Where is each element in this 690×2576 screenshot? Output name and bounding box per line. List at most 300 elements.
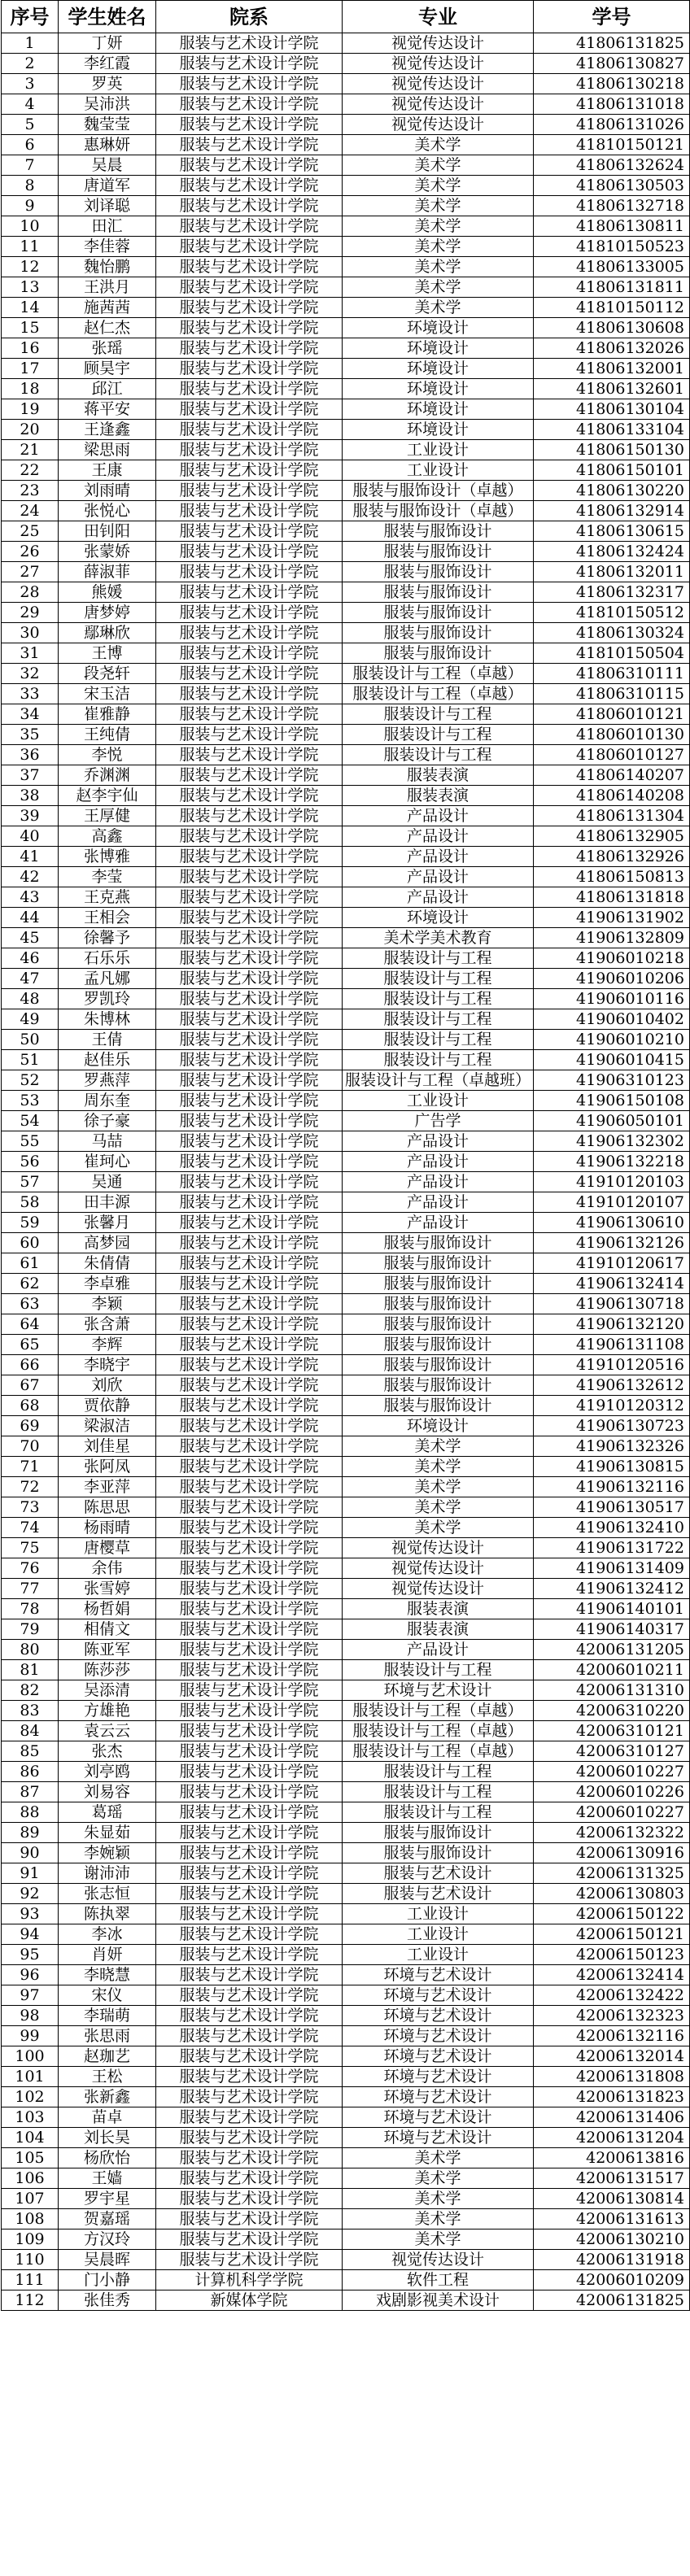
table-row	[2, 2270, 690, 2291]
cell-student-name: 宋玉洁	[59, 684, 156, 704]
cell-student-name: 苗卓	[59, 2107, 156, 2128]
cell-major: 服装与服饰设计	[343, 1375, 534, 1396]
cell-department: 服装与艺术设计学院	[156, 603, 343, 623]
cell-department: 服装与艺术设计学院	[156, 847, 343, 867]
table-row	[2, 1823, 690, 1843]
cell-student-id: 41806150813	[534, 867, 690, 887]
cell-student-id: 42006131918	[534, 2250, 690, 2270]
cell-index: 8	[2, 176, 59, 196]
cell-major: 环境与艺术设计	[343, 2067, 534, 2087]
cell-index: 100	[2, 2046, 59, 2067]
table-row	[2, 2148, 690, 2168]
cell-major: 美术学	[343, 216, 534, 237]
cell-student-id: 41810150504	[534, 643, 690, 664]
cell-student-id: 41906132410	[534, 1518, 690, 1538]
cell-student-name: 吴晨	[59, 155, 156, 176]
cell-student-name: 张含萧	[59, 1314, 156, 1335]
cell-department: 服装与艺术设计学院	[156, 399, 343, 420]
cell-student-name: 谢沛沛	[59, 1863, 156, 1884]
cell-major: 环境设计	[343, 908, 534, 928]
cell-index: 65	[2, 1335, 59, 1355]
cell-student-name: 吴晨晖	[59, 2250, 156, 2270]
cell-student-name: 马喆	[59, 1131, 156, 1152]
cell-major: 服装与服饰设计	[343, 623, 534, 643]
cell-student-id: 41806132624	[534, 155, 690, 176]
cell-student-id: 41806010121	[534, 704, 690, 725]
table-row	[2, 2229, 690, 2250]
cell-student-name: 陈思思	[59, 1497, 156, 1518]
cell-department: 服装与艺术设计学院	[156, 1253, 343, 1274]
cell-department: 服装与艺术设计学院	[156, 1436, 343, 1457]
cell-student-id: 42006130814	[534, 2189, 690, 2209]
cell-student-name: 赵佳乐	[59, 1050, 156, 1070]
cell-major: 服装与服饰设计	[343, 643, 534, 664]
cell-major: 软件工程	[343, 2270, 534, 2291]
cell-department: 服装与艺术设计学院	[156, 1396, 343, 1416]
table-row	[2, 2128, 690, 2148]
cell-index: 89	[2, 1823, 59, 1843]
table-row	[2, 1863, 690, 1884]
cell-index: 95	[2, 1945, 59, 1965]
cell-department: 服装与艺术设计学院	[156, 1721, 343, 1741]
cell-index: 64	[2, 1314, 59, 1335]
cell-student-name: 李佳蓉	[59, 237, 156, 257]
cell-index: 55	[2, 1131, 59, 1152]
cell-major: 环境设计	[343, 420, 534, 440]
table-row	[2, 74, 690, 94]
cell-student-id: 41806133005	[534, 257, 690, 277]
header-student-name: 学生姓名	[59, 1, 156, 33]
cell-student-id: 42006130916	[534, 1843, 690, 1863]
cell-major: 产品设计	[343, 1131, 534, 1152]
cell-department: 服装与艺术设计学院	[156, 1579, 343, 1599]
cell-student-name: 王康	[59, 460, 156, 481]
cell-department: 新媒体学院	[156, 2291, 343, 2311]
cell-student-id: 41806010127	[534, 745, 690, 765]
table-row	[2, 2067, 690, 2087]
cell-department: 服装与艺术设计学院	[156, 196, 343, 216]
cell-student-id: 42006132116	[534, 2026, 690, 2046]
cell-student-id: 41810150121	[534, 135, 690, 155]
table-row	[2, 562, 690, 582]
cell-major: 服装设计与工程	[343, 1762, 534, 1782]
cell-department: 服装与艺术设计学院	[156, 216, 343, 237]
cell-student-name: 薛淑菲	[59, 562, 156, 582]
cell-student-name: 王嫱	[59, 2168, 156, 2189]
cell-index: 111	[2, 2270, 59, 2291]
cell-department: 服装与艺术设计学院	[156, 440, 343, 460]
cell-major: 服装设计与工程	[343, 1802, 534, 1823]
cell-department: 服装与艺术设计学院	[156, 1131, 343, 1152]
cell-major: 工业设计	[343, 440, 534, 460]
table-row	[2, 1294, 690, 1314]
cell-student-id: 41806310111	[534, 664, 690, 684]
table-row	[2, 1436, 690, 1457]
cell-department: 服装与艺术设计学院	[156, 806, 343, 826]
cell-index: 66	[2, 1355, 59, 1375]
cell-student-name: 李晓慧	[59, 1965, 156, 1985]
cell-student-id: 41906010206	[534, 969, 690, 989]
table-row	[2, 1741, 690, 1762]
cell-index: 10	[2, 216, 59, 237]
cell-student-name: 刘欣	[59, 1375, 156, 1396]
cell-student-id: 42006131517	[534, 2168, 690, 2189]
cell-major: 服装设计与工程	[343, 989, 534, 1009]
cell-major: 美术学	[343, 1518, 534, 1538]
cell-index: 103	[2, 2107, 59, 2128]
cell-student-id: 41906130723	[534, 1416, 690, 1436]
cell-index: 40	[2, 826, 59, 847]
cell-student-name: 刘译聪	[59, 196, 156, 216]
cell-department: 服装与艺术设计学院	[156, 582, 343, 603]
table-row	[2, 623, 690, 643]
cell-student-name: 朱倩倩	[59, 1253, 156, 1274]
cell-department: 服装与艺术设计学院	[156, 1355, 343, 1375]
table-row	[2, 847, 690, 867]
table-row	[2, 2250, 690, 2270]
cell-index: 87	[2, 1782, 59, 1802]
cell-major: 美术学	[343, 2168, 534, 2189]
cell-student-name: 门小静	[59, 2270, 156, 2291]
cell-student-id: 41906132809	[534, 928, 690, 948]
cell-student-name: 田钊阳	[59, 521, 156, 542]
cell-student-id: 41906010218	[534, 948, 690, 969]
cell-major: 服装与服饰设计（卓越）	[343, 481, 534, 501]
cell-department: 服装与艺术设计学院	[156, 1538, 343, 1558]
cell-student-name: 赵仁杰	[59, 318, 156, 338]
table-row	[2, 1477, 690, 1497]
cell-index: 42	[2, 867, 59, 887]
cell-major: 服装设计与工程	[343, 1050, 534, 1070]
cell-student-name: 崔珂心	[59, 1152, 156, 1172]
table-row	[2, 1782, 690, 1802]
table-row	[2, 338, 690, 359]
cell-major: 服装与艺术设计	[343, 1863, 534, 1884]
table-row	[2, 928, 690, 948]
cell-index: 25	[2, 521, 59, 542]
cell-student-name: 杨欣怡	[59, 2148, 156, 2168]
table-row	[2, 155, 690, 176]
cell-student-id: 41906132414	[534, 1274, 690, 1294]
cell-index: 48	[2, 989, 59, 1009]
cell-department: 服装与艺术设计学院	[156, 2229, 343, 2250]
table-row	[2, 440, 690, 460]
cell-student-name: 王纯倩	[59, 725, 156, 745]
table-row	[2, 1640, 690, 1660]
cell-department: 服装与艺术设计学院	[156, 1863, 343, 1884]
cell-student-name: 施茜茜	[59, 298, 156, 318]
cell-student-name: 徐子豪	[59, 1111, 156, 1131]
table-row	[2, 359, 690, 379]
cell-index: 21	[2, 440, 59, 460]
cell-major: 环境与艺术设计	[343, 2046, 534, 2067]
cell-student-name: 段尧轩	[59, 664, 156, 684]
cell-student-id: 41906140317	[534, 1619, 690, 1640]
cell-department: 服装与艺术设计学院	[156, 2006, 343, 2026]
cell-major: 产品设计	[343, 1192, 534, 1213]
cell-student-id: 41806130811	[534, 216, 690, 237]
cell-student-name: 吴通	[59, 1172, 156, 1192]
cell-major: 服装设计与工程（卓越）	[343, 664, 534, 684]
cell-index: 82	[2, 1680, 59, 1701]
cell-student-id: 42006150123	[534, 1945, 690, 1965]
cell-index: 88	[2, 1802, 59, 1823]
cell-major: 环境与艺术设计	[343, 1985, 534, 2006]
table-row	[2, 1701, 690, 1721]
cell-student-id: 41806310115	[534, 684, 690, 704]
cell-index: 37	[2, 765, 59, 786]
cell-major: 环境与艺术设计	[343, 2087, 534, 2107]
cell-major: 环境设计	[343, 318, 534, 338]
table-row	[2, 481, 690, 501]
cell-department: 服装与艺术设计学院	[156, 1314, 343, 1335]
table-row	[2, 765, 690, 786]
table-row	[2, 2209, 690, 2229]
cell-student-id: 41806130324	[534, 623, 690, 643]
cell-student-name: 高鑫	[59, 826, 156, 847]
cell-student-name: 陈莎莎	[59, 1660, 156, 1680]
cell-department: 服装与艺术设计学院	[156, 318, 343, 338]
table-row	[2, 989, 690, 1009]
cell-major: 环境与艺术设计	[343, 1680, 534, 1701]
cell-index: 97	[2, 1985, 59, 2006]
cell-index: 52	[2, 1070, 59, 1091]
cell-student-name: 王倩	[59, 1030, 156, 1050]
cell-student-name: 李婉颖	[59, 1843, 156, 1863]
table-row	[2, 1599, 690, 1619]
cell-student-name: 石乐乐	[59, 948, 156, 969]
cell-major: 服装设计与工程（卓越）	[343, 1741, 534, 1762]
cell-department: 服装与艺术设计学院	[156, 826, 343, 847]
cell-major: 产品设计	[343, 1152, 534, 1172]
cell-student-name: 罗宇星	[59, 2189, 156, 2209]
table-row	[2, 1030, 690, 1050]
cell-index: 20	[2, 420, 59, 440]
cell-index: 23	[2, 481, 59, 501]
cell-major: 服装与服饰设计	[343, 542, 534, 562]
cell-department: 服装与艺术设计学院	[156, 2067, 343, 2087]
cell-department: 服装与艺术设计学院	[156, 1050, 343, 1070]
cell-major: 视觉传达设计	[343, 2250, 534, 2270]
cell-department: 服装与艺术设计学院	[156, 2250, 343, 2270]
cell-major: 环境设计	[343, 338, 534, 359]
table-row	[2, 2046, 690, 2067]
cell-student-name: 邱江	[59, 379, 156, 399]
cell-index: 34	[2, 704, 59, 725]
cell-major: 美术学	[343, 277, 534, 298]
cell-department: 服装与艺术设计学院	[156, 1070, 343, 1091]
student-list-table	[1, 0, 690, 2311]
cell-student-name: 张博雅	[59, 847, 156, 867]
cell-student-id: 41806010130	[534, 725, 690, 745]
cell-student-id: 41906130610	[534, 1213, 690, 1233]
table-row	[2, 1152, 690, 1172]
cell-major: 美术学	[343, 2209, 534, 2229]
cell-student-name: 周东奎	[59, 1091, 156, 1111]
cell-student-name: 梁思雨	[59, 440, 156, 460]
cell-student-id: 41910120103	[534, 1172, 690, 1192]
header-student-id: 学号	[534, 1, 690, 33]
cell-department: 服装与艺术设计学院	[156, 1823, 343, 1843]
cell-student-id: 41806132601	[534, 379, 690, 399]
cell-major: 服装设计与工程	[343, 1030, 534, 1050]
cell-student-id: 42006131613	[534, 2209, 690, 2229]
cell-department: 服装与艺术设计学院	[156, 1375, 343, 1396]
cell-student-name: 张悦心	[59, 501, 156, 521]
table-row	[2, 948, 690, 969]
cell-major: 美术学	[343, 1436, 534, 1457]
cell-major: 视觉传达设计	[343, 1558, 534, 1579]
cell-department: 服装与艺术设计学院	[156, 765, 343, 786]
cell-student-name: 高梦园	[59, 1233, 156, 1253]
cell-department: 服装与艺术设计学院	[156, 1945, 343, 1965]
cell-student-id: 42006310220	[534, 1701, 690, 1721]
cell-student-name: 罗燕萍	[59, 1070, 156, 1091]
table-row	[2, 1314, 690, 1335]
table-row	[2, 54, 690, 74]
cell-major: 环境与艺术设计	[343, 2026, 534, 2046]
cell-student-id: 42006130210	[534, 2229, 690, 2250]
table-row	[2, 1131, 690, 1152]
table-row	[2, 1619, 690, 1640]
cell-index: 2	[2, 54, 59, 74]
cell-student-id: 42006310127	[534, 1741, 690, 1762]
cell-student-id: 41806131825	[534, 33, 690, 54]
cell-major: 美术学	[343, 2229, 534, 2250]
cell-student-id: 42006132323	[534, 2006, 690, 2026]
table-row	[2, 399, 690, 420]
cell-department: 服装与艺术设计学院	[156, 1172, 343, 1192]
table-row	[2, 1172, 690, 1192]
table-row	[2, 1660, 690, 1680]
cell-index: 81	[2, 1660, 59, 1680]
cell-student-id: 42006131325	[534, 1863, 690, 1884]
table-row	[2, 745, 690, 765]
cell-student-id: 41906132612	[534, 1375, 690, 1396]
cell-student-name: 唐道军	[59, 176, 156, 196]
table-row	[2, 257, 690, 277]
table-row	[2, 2026, 690, 2046]
cell-student-name: 田汇	[59, 216, 156, 237]
cell-major: 服装与服饰设计	[343, 1253, 534, 1274]
cell-student-id: 41910120617	[534, 1253, 690, 1274]
cell-student-id: 41810150523	[534, 237, 690, 257]
cell-student-id: 42006310121	[534, 1721, 690, 1741]
cell-index: 24	[2, 501, 59, 521]
table-row	[2, 664, 690, 684]
cell-student-id: 41906131902	[534, 908, 690, 928]
table-row	[2, 684, 690, 704]
cell-student-name: 赵珈艺	[59, 2046, 156, 2067]
cell-index: 83	[2, 1701, 59, 1721]
cell-student-id: 41906010210	[534, 1030, 690, 1050]
cell-department: 服装与艺术设计学院	[156, 2026, 343, 2046]
cell-student-name: 王洪月	[59, 277, 156, 298]
cell-index: 1	[2, 33, 59, 54]
cell-student-id: 41806140208	[534, 786, 690, 806]
cell-student-name: 朱显茹	[59, 1823, 156, 1843]
cell-major: 服装与服饰设计	[343, 1823, 534, 1843]
table-row	[2, 1843, 690, 1863]
cell-index: 70	[2, 1436, 59, 1457]
table-row	[2, 887, 690, 908]
cell-index: 54	[2, 1111, 59, 1131]
cell-department: 服装与艺术设计学院	[156, 1843, 343, 1863]
table-row	[2, 1233, 690, 1253]
cell-student-id: 42006131204	[534, 2128, 690, 2148]
cell-student-name: 王博	[59, 643, 156, 664]
cell-major: 工业设计	[343, 460, 534, 481]
cell-student-id: 41906131108	[534, 1335, 690, 1355]
table-row	[2, 1274, 690, 1294]
cell-student-id: 42006010226	[534, 1782, 690, 1802]
cell-department: 服装与艺术设计学院	[156, 33, 343, 54]
cell-index: 90	[2, 1843, 59, 1863]
cell-student-id: 41806130827	[534, 54, 690, 74]
cell-major: 服装与服饰设计	[343, 1355, 534, 1375]
cell-index: 77	[2, 1579, 59, 1599]
cell-index: 67	[2, 1375, 59, 1396]
cell-student-id: 41806131818	[534, 887, 690, 908]
table-row	[2, 1538, 690, 1558]
cell-department: 服装与艺术设计学院	[156, 237, 343, 257]
cell-student-name: 田丰源	[59, 1192, 156, 1213]
cell-major: 服装与服饰设计	[343, 521, 534, 542]
cell-student-id: 41806133104	[534, 420, 690, 440]
cell-student-id: 41906150108	[534, 1091, 690, 1111]
cell-department: 服装与艺术设计学院	[156, 643, 343, 664]
cell-index: 102	[2, 2087, 59, 2107]
cell-department: 服装与艺术设计学院	[156, 1213, 343, 1233]
table-row	[2, 237, 690, 257]
cell-major: 环境与艺术设计	[343, 2006, 534, 2026]
cell-student-id: 41806132001	[534, 359, 690, 379]
cell-student-id: 41906132120	[534, 1314, 690, 1335]
cell-student-id: 41806132026	[534, 338, 690, 359]
cell-major: 美术学	[343, 298, 534, 318]
cell-major: 工业设计	[343, 1091, 534, 1111]
cell-index: 31	[2, 643, 59, 664]
cell-department: 服装与艺术设计学院	[156, 948, 343, 969]
table-row	[2, 969, 690, 989]
cell-index: 11	[2, 237, 59, 257]
cell-index: 35	[2, 725, 59, 745]
cell-department: 服装与艺术设计学院	[156, 1518, 343, 1538]
cell-student-id: 41806130104	[534, 399, 690, 420]
cell-index: 108	[2, 2209, 59, 2229]
cell-student-id: 41806132317	[534, 582, 690, 603]
cell-major: 美术学	[343, 1497, 534, 1518]
cell-index: 109	[2, 2229, 59, 2250]
cell-student-id: 42006131823	[534, 2087, 690, 2107]
cell-student-name: 王克燕	[59, 887, 156, 908]
cell-student-name: 刘雨晴	[59, 481, 156, 501]
cell-index: 74	[2, 1518, 59, 1538]
cell-student-id: 41806132914	[534, 501, 690, 521]
table-row	[2, 1680, 690, 1701]
cell-student-id: 41910120107	[534, 1192, 690, 1213]
cell-index: 27	[2, 562, 59, 582]
cell-student-name: 张馨月	[59, 1213, 156, 1233]
table-row	[2, 1416, 690, 1436]
cell-department: 服装与艺术设计学院	[156, 542, 343, 562]
cell-student-name: 贺嘉瑶	[59, 2209, 156, 2229]
cell-major: 工业设计	[343, 1924, 534, 1945]
cell-index: 85	[2, 1741, 59, 1762]
cell-student-name: 方雄艳	[59, 1701, 156, 1721]
cell-department: 服装与艺术设计学院	[156, 94, 343, 115]
table-row	[2, 786, 690, 806]
